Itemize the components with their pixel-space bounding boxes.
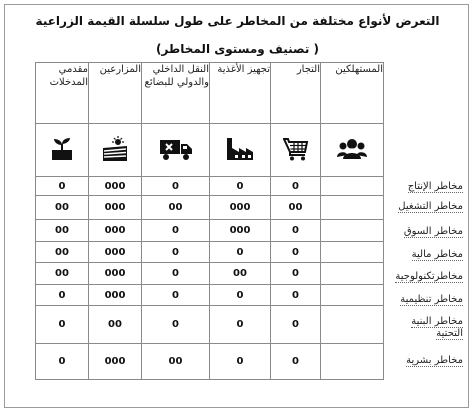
risk-level-cell: 0 [36,177,89,196]
figure-title: التعرض لأنواع مختلفة من المخاطر على طول سلسلة القيمة الزراعية [35,14,440,28]
risk-level-cell: 0 [210,177,271,196]
risk-level-cell: 0 [142,242,210,263]
empty-cell [321,177,384,196]
empty-cell [321,220,384,242]
empty-cell [321,344,384,380]
risk-level-cell: 0 [210,344,271,380]
empty-cell [321,263,384,285]
row-label [383,226,463,238]
risk-level-cell: 000 [89,344,142,380]
risk-level-cell: 0 [271,263,321,285]
risk-level-cell: 00 [89,306,142,344]
risk-level-cell: 0 [142,220,210,242]
risk-level-cell: 0 [271,220,321,242]
table-row [36,196,384,220]
risk-table [35,62,384,380]
row-label [383,294,463,306]
risk-level-cell: 0 [36,344,89,380]
risk-level-cell: 00 [36,220,89,242]
risk-level-cell: 000 [89,242,142,263]
risk-level-cell: 000 [89,220,142,242]
risk-level-cell: 0 [36,285,89,306]
risk-level-cell: 0 [210,285,271,306]
row-label [383,316,463,340]
empty-cell [321,285,384,306]
shopping-cart-icon [283,136,309,162]
column-header-farmers: المزارعين [89,63,142,124]
icon-row [36,124,384,177]
row-label-text: مخاطر السوق [403,226,463,237]
risk-level-cell: 0 [142,306,210,344]
row-label-text: مخاطر البنية التحتية [411,316,463,339]
column-header-traders: التجار [271,63,321,124]
row-label-text: مخاطر بشرية [406,355,463,366]
empty-cell [321,196,384,220]
row-label [383,181,463,193]
risk-level-cell: 000 [89,177,142,196]
figure-subtitle: ( تصنيف ومستوى المخاطر) [155,42,320,56]
risk-level-cell: 00 [36,263,89,285]
risk-level-cell: 0 [210,242,271,263]
row-label-text: مخاطر مالية [411,249,463,260]
risk-level-cell: 0 [271,285,321,306]
header-row [36,63,384,124]
risk-level-cell: 00 [271,196,321,220]
risk-level-cell: 0 [271,242,321,263]
column-header-transport: النقل الداخلي والدولي للبضائع [142,63,210,124]
row-label [383,249,463,261]
risk-level-cell: 000 [210,220,271,242]
risk-level-cell: 00 [142,196,210,220]
table-row [36,220,384,242]
risk-level-cell: 000 [89,196,142,220]
risk-level-cell: 0 [271,344,321,380]
table-row [36,263,384,285]
table-row [36,177,384,196]
row-label [383,355,463,367]
risk-level-cell: 00 [36,196,89,220]
risk-level-cell: 0 [271,177,321,196]
row-label-text: مخاطر تنظيمية [400,294,463,305]
farm-field-sun-icon [101,136,129,162]
risk-level-cell: 0 [210,306,271,344]
column-header-input-suppliers: مقدمي المدخلات [36,63,89,124]
consumers-icon [337,137,367,161]
column-header-consumers: المستهلكين [321,63,384,124]
row-label-text: مخاطرتكنولوجية [395,271,463,282]
risk-level-cell: 0 [271,306,321,344]
risk-level-cell: 0 [142,177,210,196]
table-row [36,242,384,263]
empty-cell [321,306,384,344]
table-row [36,285,384,306]
truck-icon [159,137,193,161]
risk-level-cell: 00 [142,344,210,380]
row-label-text: مخاطر الإنتاج [407,181,463,192]
risk-level-cell: 000 [89,263,142,285]
risk-level-cell: 000 [89,285,142,306]
column-header-food-processing: تجهيز الأغذية [210,63,271,124]
risk-level-cell: 0 [142,263,210,285]
empty-cell [321,242,384,263]
risk-level-cell: 00 [36,242,89,263]
row-label [383,271,463,283]
risk-level-cell: 0 [36,306,89,344]
table-row [36,306,384,344]
factory-icon [225,136,255,162]
risk-level-cell: 000 [210,196,271,220]
seedling-icon [49,136,75,162]
table-row [36,344,384,380]
row-label-text: مخاطر التشغيل [398,201,463,212]
risk-level-cell: 00 [210,263,271,285]
row-label [383,201,463,213]
risk-level-cell: 0 [142,285,210,306]
